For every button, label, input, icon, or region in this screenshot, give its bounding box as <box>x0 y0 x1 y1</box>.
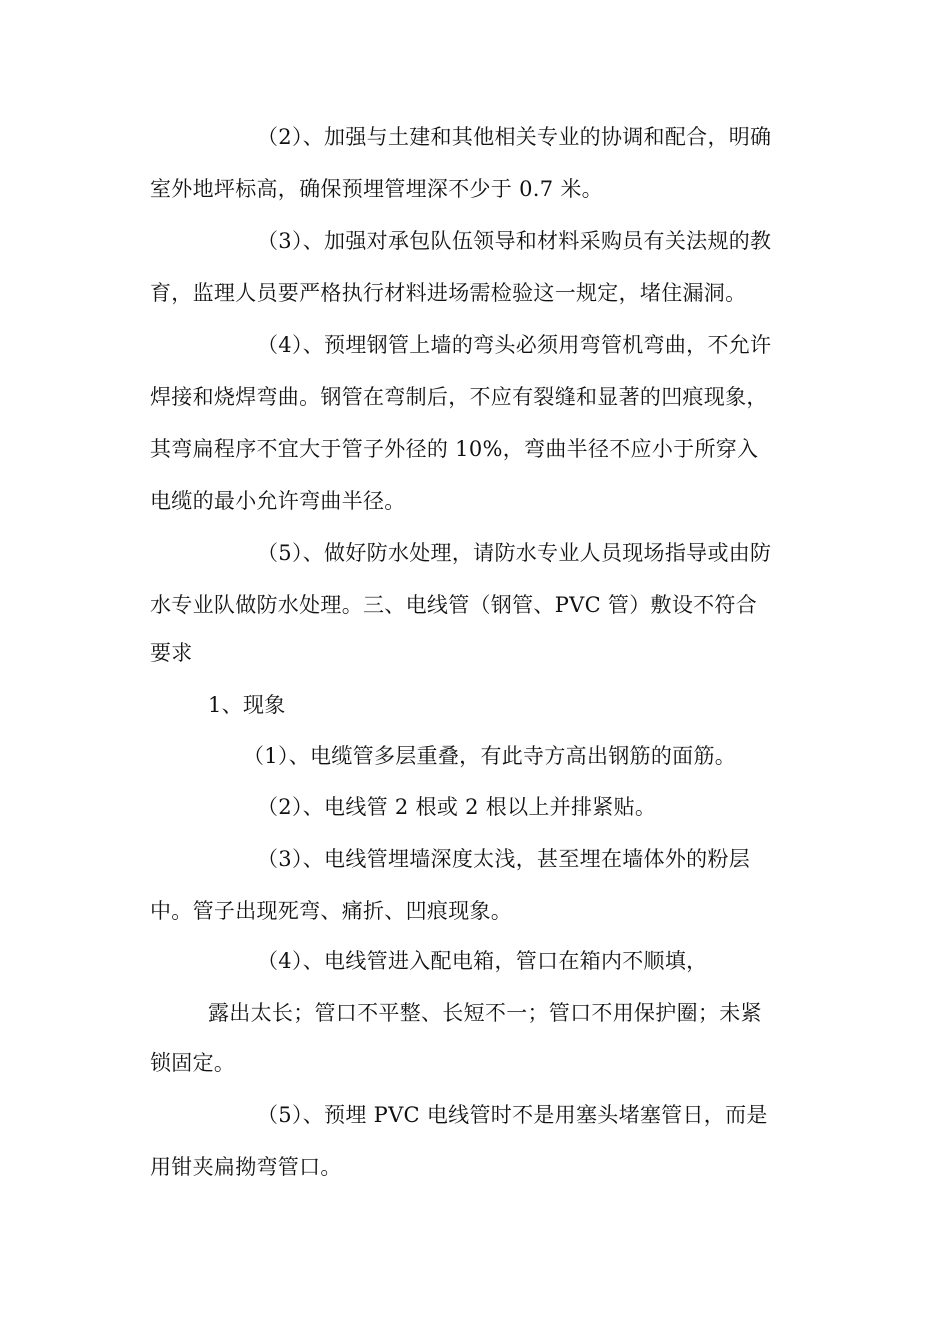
text-line: （3）、加强对承包队伍领导和材料采购员有关法规的教 <box>257 229 772 253</box>
text-line: 育，监理人员要严格执行材料进场需检验这一规定，堵住漏洞。 <box>150 281 747 305</box>
text-line: 用钳夹扁拗弯管口。 <box>150 1155 342 1179</box>
text-line: （2）、电线管 2 根或 2 根以上并排紧贴。 <box>257 795 657 819</box>
text-line: （2）、加强与土建和其他相关专业的协调和配合，明确 <box>257 125 772 149</box>
text-line: 要求 <box>150 641 193 665</box>
text-line: （5）、做好防水处理，请防水专业人员现场指导或由防 <box>257 541 772 565</box>
text-line: 水专业队做防水处理。三、电线管（钢管、PVC 管）敷设不符合 <box>150 593 758 617</box>
text-line: 中。管子出现死弯、痛折、凹痕现象。 <box>150 899 513 923</box>
text-line: （1）、电缆管多层重叠，有此寺方高出钢筋的面筋。 <box>243 744 737 768</box>
text-line: （4）、电线管进入配电箱，管口在箱内不顺填， <box>257 949 708 973</box>
text-line: （3）、电线管埋墙深度太浅，甚至埋在墙体外的粉层 <box>257 847 751 871</box>
text-line: （5）、预埋 PVC 电线管时不是用塞头堵塞管日，而是 <box>257 1103 768 1127</box>
text-line: 其弯扁程序不宜大于管子外径的 10%，弯曲半径不应小于所穿入 <box>150 437 759 461</box>
text-line: 焊接和烧焊弯曲。钢管在弯制后，不应有裂缝和显著的凹痕现象， <box>150 385 768 409</box>
text-line: 露出太长；管口不平整、长短不一；管口不用保护圈；未紧 <box>208 1001 762 1025</box>
text-line: 室外地坪标高，确保预埋管埋深不少于 0.7 米。 <box>150 177 603 201</box>
text-line: 电缆的最小允许弯曲半径。 <box>150 489 406 513</box>
text-line: 锁固定。 <box>150 1051 236 1075</box>
section-heading: 1、现象 <box>208 693 286 717</box>
text-line: （4）、预埋钢管上墙的弯头必须用弯管机弯曲，不允许 <box>257 333 772 357</box>
